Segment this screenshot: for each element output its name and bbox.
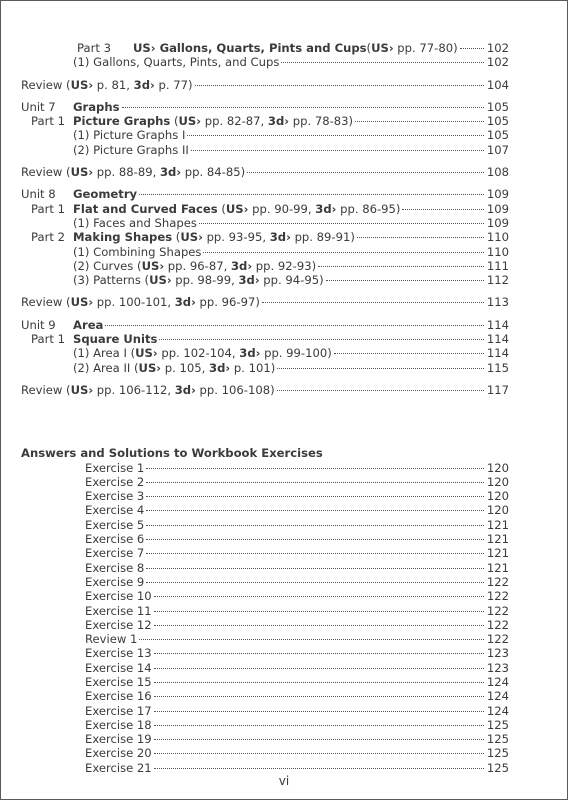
exercise-label: Exercise 3 [85,489,145,504]
entry-page: 109 [486,201,509,216]
toc-entry [21,346,509,360]
dot-leader [154,768,484,769]
title-segment: US› [141,258,165,273]
dot-leader [318,266,484,267]
title-segment: US› [149,273,172,288]
toc-entry [21,187,509,201]
entry-title [73,346,332,360]
exercise-label: Exercise 8 [85,560,145,575]
exercise-page: 125 [486,760,509,775]
exercise-label: Exercise 2 [85,474,145,489]
dot-leader [460,48,484,49]
title-segment: 3d› [230,258,253,273]
entry-title [73,318,103,332]
exercise-page: 125 [486,746,509,761]
entry-page: 115 [486,360,509,375]
exercise-page: 121 [486,517,509,532]
exercise-label: Exercise 13 [85,646,152,661]
title-segment: 3d› [315,201,337,216]
dot-leader [191,150,484,151]
entry-title [73,216,197,230]
exercise-page: 122 [486,617,509,632]
exercise-page: 120 [486,460,509,475]
title-segment: pp. 102-104, [157,346,240,361]
title-segment: Geometry [73,187,138,202]
entry-label: Part 3 [77,41,111,55]
entry-title [73,273,324,287]
dot-leader [199,223,484,224]
dot-leader [277,390,484,391]
title-segment: US› [70,77,94,92]
title-segment: 3d› [239,346,261,361]
title-segment: p. 105, [161,360,209,375]
title-segment: Graphs [73,99,120,114]
exercise-label: Exercise 5 [85,517,145,532]
title-segment: pp. 93-95, [202,230,270,245]
entry-title [73,55,279,69]
title-segment: 3d› [174,295,196,310]
title-segment: pp. 77-80) [393,41,458,55]
toc-entry [21,78,509,92]
exercise-label: Exercise 21 [85,760,152,775]
exercise-entry [21,461,509,475]
title-segment: Review ( [21,165,71,180]
entry-page: 114 [486,332,509,347]
title-segment: pp. 88-89, [93,165,160,180]
entry-title [73,114,353,128]
title-segment: (1) Gallons, Quarts, Pints, and Cups [73,55,280,70]
exercise-label: Exercise 10 [85,589,152,604]
exercise-page: 124 [486,689,509,704]
entry-page: 107 [486,142,509,157]
dot-leader [195,85,484,86]
exercise-label: Review 1 [85,632,138,647]
exercise-entry [21,689,509,703]
title-segment: pp. 99-100) [260,346,332,361]
title-segment: p. 81, [93,77,134,92]
entry-label: Unit 9 [21,317,56,332]
entry-label: Part 2 [31,230,65,245]
title-segment: Review ( [21,382,71,397]
entry-page: 113 [486,295,509,310]
title-segment: US› [135,346,158,361]
exercise-entry [21,718,509,732]
entry-page: 114 [486,346,509,361]
exercise-entry [21,503,509,517]
title-segment: (1) Picture Graphs I [73,128,186,143]
title-segment: pp. 78-83) [289,114,354,129]
title-segment: p. 101) [230,360,276,375]
dot-leader [203,252,483,253]
entry-title [73,202,400,216]
title-segment: 3d› [269,230,291,245]
dot-leader [146,482,484,483]
exercise-page: 125 [486,732,509,747]
title-segment: 3d› [133,77,155,92]
exercise-page: 122 [486,574,509,589]
title-segment: ( [366,41,372,55]
table-of-contents [21,41,509,775]
dot-leader [159,339,483,340]
spacer [21,157,509,165]
title-segment: Flat and Curved Faces [73,201,218,216]
entry-page: 109 [486,215,509,230]
entry-label: Part 1 [31,201,65,216]
dot-leader [146,496,484,497]
toc-entry [21,230,509,244]
dot-leader [139,194,484,195]
exercise-page: 121 [486,546,509,561]
entry-page: 104 [486,77,509,92]
dot-leader [146,539,484,540]
entry-label: Unit 7 [21,99,56,114]
dot-leader [154,739,484,740]
title-segment: 3d› [267,114,290,129]
exercise-entry [21,489,509,503]
title-segment: 3d› [159,165,182,180]
title-segment: (2) Picture Graphs II [73,142,189,157]
exercise-label: Exercise 6 [85,532,145,547]
exercise-entry [21,746,509,760]
toc-entry [21,245,509,259]
exercise-label: Exercise 16 [85,689,152,704]
dot-leader [357,237,484,238]
title-segment: pp. 96-87, [164,258,231,273]
title-segment: US› [138,360,162,375]
dot-leader [146,582,484,583]
exercise-entry [21,532,509,546]
dot-leader [326,280,484,281]
title-segment: Area [73,317,104,332]
exercise-entry [21,518,509,532]
exercise-label: Exercise 17 [85,703,152,718]
dot-leader [146,525,484,526]
toc-entry [21,259,509,273]
title-segment: pp. 86-95) [336,201,401,216]
title-segment: ( [172,230,181,245]
title-segment: US› Gallons, Quarts, Pints and Cups [133,41,367,55]
title-segment: US› [178,114,202,129]
entry-page: 109 [486,187,509,202]
entry-title [133,41,458,55]
entry-page: 112 [486,273,509,288]
dot-leader [154,668,484,669]
exercise-page: 121 [486,560,509,575]
entry-title [73,245,201,259]
toc-entry [21,361,509,375]
entry-label: Part 1 [31,332,65,347]
exercise-page: 122 [486,603,509,618]
title-segment: US› [371,41,394,55]
dot-leader [122,107,484,108]
title-segment: US› [225,201,249,216]
title-segment: pp. 89-91) [290,230,355,245]
exercise-entry [21,632,509,646]
exercise-page: 123 [486,660,509,675]
toc-entry [21,100,509,114]
entry-page: 110 [486,244,509,259]
dot-leader [262,302,484,303]
title-segment: ( [217,201,226,216]
page-number: vi [278,774,290,788]
title-segment: (1) Combining Shapes [73,244,202,259]
entry-title [21,383,275,397]
exercise-page: 120 [486,474,509,489]
title-segment: Making Shapes [73,230,173,245]
exercise-label: Exercise 19 [85,732,152,747]
spacer [21,179,509,187]
exercise-page: 120 [486,489,509,504]
dot-leader [154,753,484,754]
toc-entry [21,318,509,332]
title-segment: pp. 106-112, [93,382,175,397]
title-segment: pp. 94-95) [259,273,324,288]
exercise-page: 123 [486,646,509,661]
spacer [21,287,509,295]
spacer [21,70,509,78]
entry-page: 108 [486,165,509,180]
exercise-entry [21,575,509,589]
title-segment: (3) Patterns ( [73,273,150,288]
exercise-label: Exercise 15 [85,674,152,689]
exercise-page: 124 [486,674,509,689]
spacer [21,375,509,383]
entry-page: 105 [486,128,509,143]
dot-leader [154,711,484,712]
exercise-page: 122 [486,589,509,604]
exercise-page: 125 [486,717,509,732]
title-segment: (2) Area II ( [73,360,139,375]
title-segment: US› [70,382,94,397]
exercise-entry [21,661,509,675]
toc-entry [21,55,509,69]
entry-title [73,361,275,375]
entry-title [73,230,355,244]
spacer [21,310,509,318]
dot-leader [281,62,483,63]
title-segment: Review ( [21,77,71,92]
exercise-label: Exercise 20 [85,746,152,761]
exercise-page: 120 [486,503,509,518]
dot-leader [154,696,484,697]
entry-title [73,332,157,346]
exercise-entry [21,475,509,489]
dot-leader [139,639,483,640]
exercise-label: Exercise 9 [85,574,145,589]
entry-title [73,100,120,114]
exercise-label: Exercise 1 [85,460,145,475]
exercise-entry [21,646,509,660]
dot-leader [105,325,483,326]
title-segment: p. 77) [154,77,193,92]
title-segment: pp. 106-108) [195,382,275,397]
entry-title [73,187,137,201]
exercise-entry [21,761,509,775]
entry-title [73,143,189,157]
dot-leader [277,368,484,369]
dot-leader [146,553,484,554]
entry-title [73,259,316,273]
entry-page: 102 [486,55,509,70]
exercise-entry [21,589,509,603]
entry-title [21,165,245,179]
dot-leader [154,725,484,726]
title-segment: pp. 92-93) [252,258,317,273]
title-segment: US› [180,230,203,245]
entry-title [21,295,260,309]
dot-leader [154,596,484,597]
toc-entry [21,165,509,179]
dot-leader [355,121,484,122]
entry-label: Unit 8 [21,187,56,202]
exercise-page: 122 [486,632,509,647]
title-segment: pp. 98-99, [171,273,239,288]
exercise-label: Exercise 18 [85,717,152,732]
dot-leader [154,625,484,626]
entry-title [21,78,193,92]
exercise-label: Exercise 7 [85,546,145,561]
exercise-entry [21,675,509,689]
entry-page: 114 [486,317,509,332]
dot-leader [334,353,484,354]
toc-entry [21,383,509,397]
title-segment: (1) Faces and Shapes [73,215,197,230]
toc-entry [21,114,509,128]
entry-label: Part 1 [31,114,65,129]
entry-page: 105 [486,99,509,114]
exercise-label: Exercise 4 [85,503,145,518]
title-segment: Picture Graphs [73,114,171,129]
title-segment: pp. 82-87, [201,114,268,129]
entry-page: 117 [486,382,509,397]
title-segment: Review ( [21,295,71,310]
entry-page: 105 [486,114,509,129]
dot-leader [247,172,484,173]
title-segment: (1) Area I ( [73,346,136,361]
exercise-page: 124 [486,703,509,718]
title-segment: US› [70,165,94,180]
title-segment: 3d› [174,382,196,397]
toc-entry [21,202,509,216]
spacer [21,92,509,100]
title-segment: 3d› [209,360,231,375]
answers-heading: Answers and Solutions to Workbook Exercises [21,446,323,461]
entry-page: 102 [486,41,509,55]
exercise-label: Exercise 12 [85,617,152,632]
toc-entry [21,128,509,142]
exercise-label: Exercise 11 [85,603,152,618]
exercise-entry [21,561,509,575]
exercise-entry [21,546,509,560]
title-segment: pp. 96-97) [195,295,260,310]
exercise-page: 121 [486,532,509,547]
toc-entry [21,216,509,230]
entry-page: 110 [486,230,509,245]
title-segment: Square Units [73,332,158,347]
entry-title [73,128,185,142]
toc-entry [21,295,509,309]
toc-entry [21,332,509,346]
dot-leader [154,611,484,612]
toc-entry [21,273,509,287]
spacer [21,397,509,446]
dot-leader [146,510,484,511]
title-segment: ( [170,114,179,129]
dot-leader [146,468,484,469]
title-segment: US› [70,295,94,310]
entry-page: 111 [486,258,509,273]
toc-entry [21,41,509,55]
exercise-entry [21,604,509,618]
exercise-entry [21,704,509,718]
dot-leader [146,568,484,569]
exercise-entry [21,732,509,746]
title-segment: (2) Curves ( [73,258,142,273]
title-segment: 3d› [238,273,260,288]
dot-leader [187,135,483,136]
toc-entry [21,143,509,157]
title-segment: pp. 100-101, [93,295,175,310]
dot-leader [402,209,483,210]
dot-leader [154,682,484,683]
dot-leader [154,653,484,654]
title-segment: pp. 84-85) [181,165,246,180]
exercise-entry [21,618,509,632]
title-segment: pp. 90-99, [248,201,316,216]
exercise-label: Exercise 14 [85,660,152,675]
